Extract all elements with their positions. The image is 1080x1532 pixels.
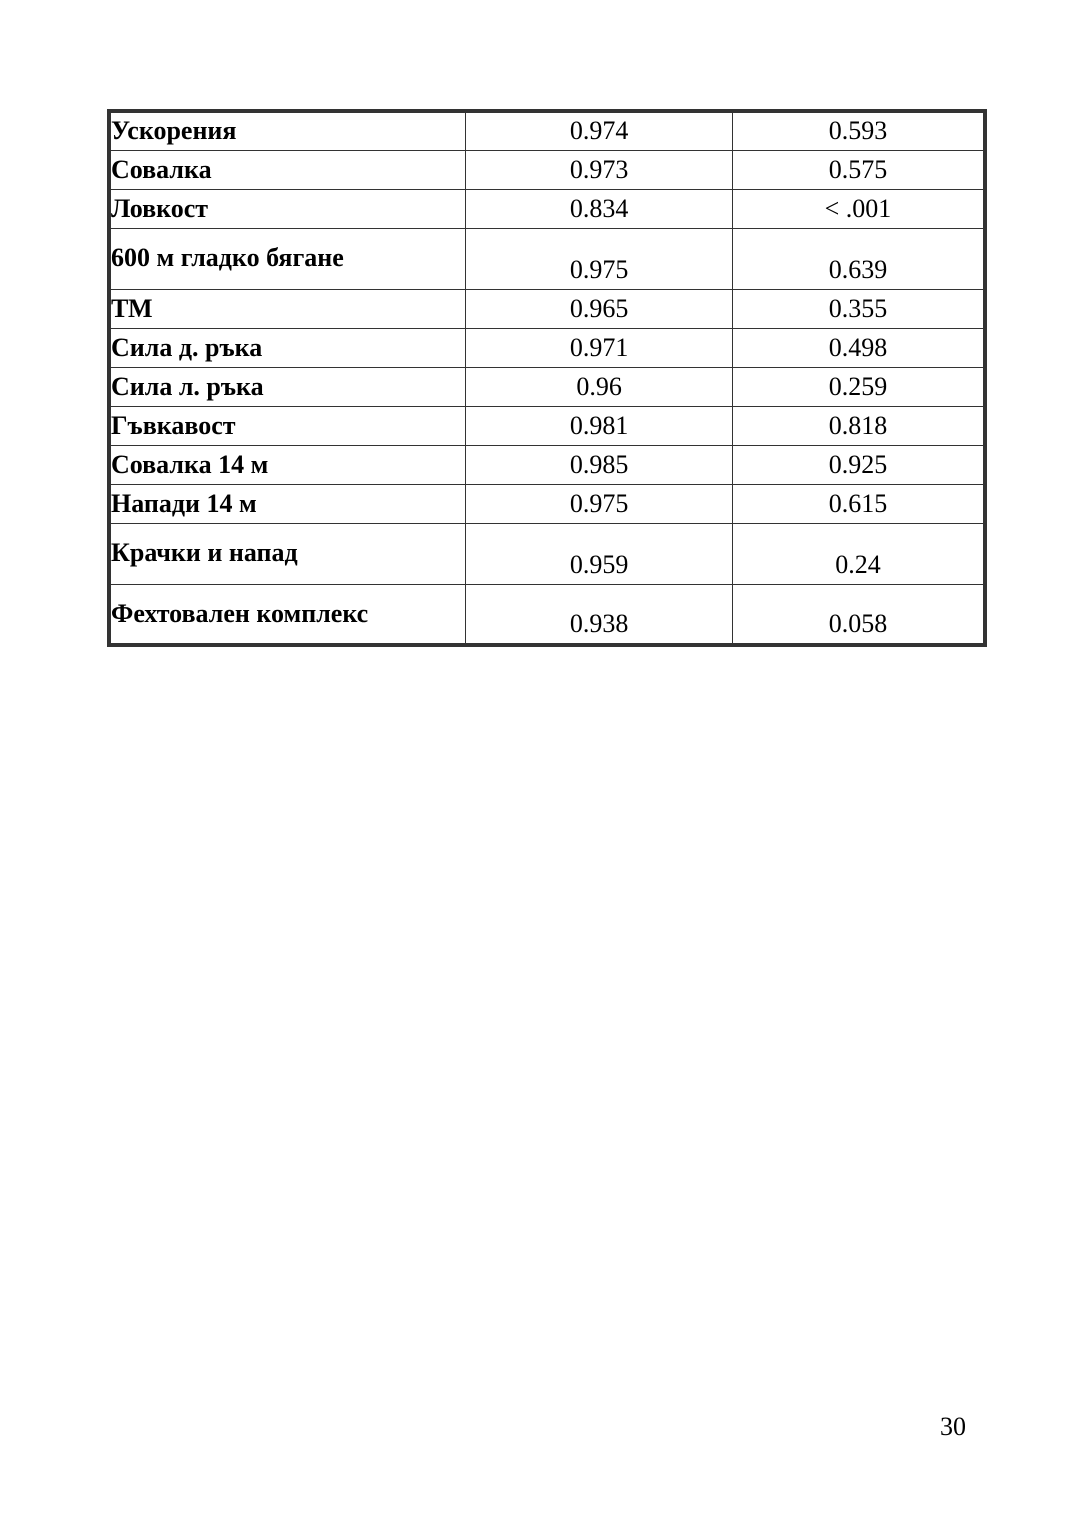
value-cell-b: < .001 (732, 189, 985, 228)
table-row (109, 406, 985, 445)
row-label-cell: Совалка 14 м (109, 445, 466, 484)
row-label-cell: Напади 14 м (109, 484, 466, 523)
value-cell-b: 0.498 (732, 328, 985, 367)
table-row (109, 484, 985, 523)
row-label-cell: Сила л. ръка (109, 367, 466, 406)
results-table (107, 109, 987, 647)
table-row (109, 150, 985, 189)
value-cell-b: 0.575 (732, 150, 985, 189)
value-cell-b: 0.355 (732, 289, 985, 328)
value-cell-a: 0.975 (466, 228, 733, 289)
table-row (109, 367, 985, 406)
value-cell-b: 0.925 (732, 445, 985, 484)
value-cell-a: 0.959 (466, 523, 733, 584)
value-cell-a: 0.973 (466, 150, 733, 189)
value-cell-a: 0.985 (466, 445, 733, 484)
value-cell-a: 0.96 (466, 367, 733, 406)
value-cell-b: 0.593 (732, 111, 985, 150)
value-cell-a: 0.965 (466, 289, 733, 328)
value-cell-b: 0.639 (732, 228, 985, 289)
value-cell-b: 0.058 (732, 584, 985, 645)
row-label-cell: ТМ (109, 289, 466, 328)
row-label-cell: 600 м гладко бягане (109, 228, 466, 289)
table-row (109, 328, 985, 367)
value-cell-a: 0.971 (466, 328, 733, 367)
value-cell-a: 0.834 (466, 189, 733, 228)
table-row (109, 584, 985, 645)
row-label-cell: Совалка (109, 150, 466, 189)
results-table-body (109, 111, 985, 645)
row-label-cell: Фехтовален комплекс (109, 584, 466, 645)
value-cell-b: 0.259 (732, 367, 985, 406)
row-label-cell: Крачки и напад (109, 523, 466, 584)
value-cell-a: 0.981 (466, 406, 733, 445)
table-row (109, 228, 985, 289)
table-row (109, 289, 985, 328)
table-row (109, 523, 985, 584)
value-cell-a: 0.938 (466, 584, 733, 645)
value-cell-a: 0.974 (466, 111, 733, 150)
row-label-cell: Ускорения (109, 111, 466, 150)
value-cell-b: 0.818 (732, 406, 985, 445)
value-cell-b: 0.615 (732, 484, 985, 523)
row-label-cell: Ловкост (109, 189, 466, 228)
row-label-cell: Сила д. ръка (109, 328, 466, 367)
table-row (109, 445, 985, 484)
table-row (109, 111, 985, 150)
page-number: 30 (940, 1412, 966, 1441)
table-row (109, 189, 985, 228)
value-cell-a: 0.975 (466, 484, 733, 523)
value-cell-b: 0.24 (732, 523, 985, 584)
row-label-cell: Гъвкавост (109, 406, 466, 445)
